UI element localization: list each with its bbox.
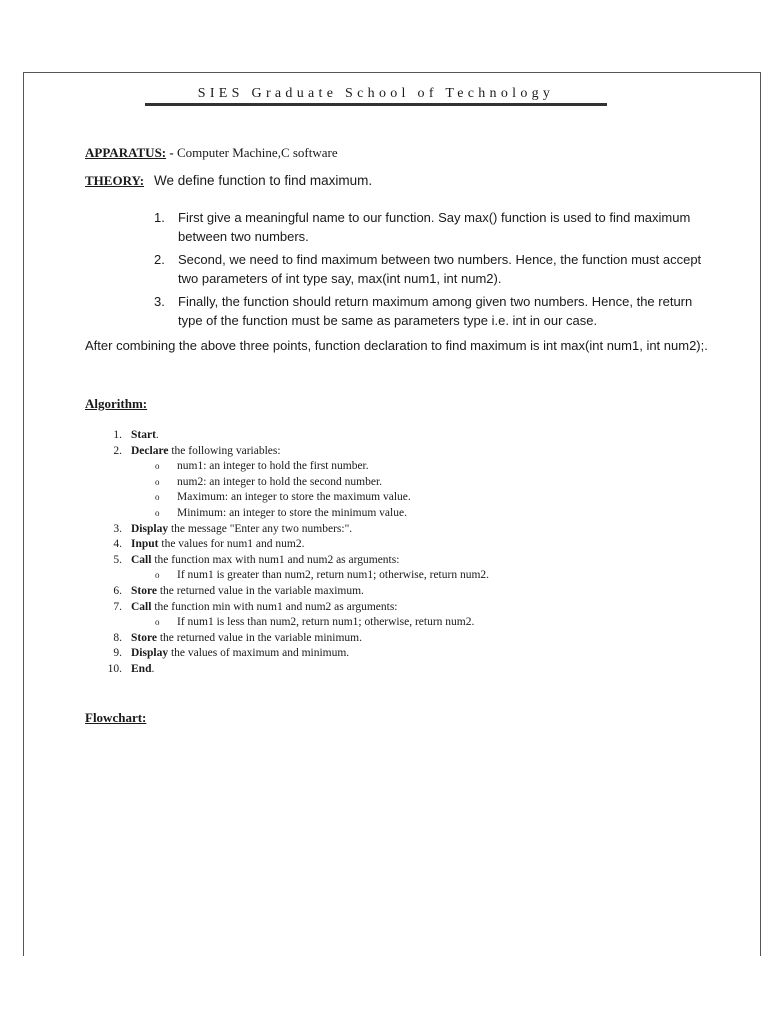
step-text: the following variables:	[168, 444, 281, 457]
theory-item	[150, 250, 720, 288]
step-text: .	[155, 429, 159, 441]
header-divider	[145, 103, 607, 106]
algorithm-step	[100, 646, 660, 662]
step-keyword: Call	[131, 600, 152, 613]
theory-item-number: 2.	[154, 252, 165, 267]
sub-item	[131, 615, 660, 631]
sub-item	[131, 490, 660, 506]
sub-item	[131, 475, 660, 491]
sub-item-text: num2: an integer to hold the second number.	[177, 475, 383, 488]
algorithm-step	[100, 553, 660, 584]
theory-item-text: Finally, the function should return maximum among given two numbers. Hence, the return type of the function must be same as parameters type i.e. int in our case.	[178, 294, 693, 328]
step-number: 8.	[113, 631, 122, 644]
step-text: the message "Enter any two numbers:".	[168, 522, 353, 535]
algorithm-step	[100, 631, 660, 647]
bullet-icon: o	[155, 507, 160, 518]
step-keyword: Display	[131, 647, 169, 660]
algorithm-step	[100, 428, 660, 444]
step-keyword: Store	[131, 631, 157, 644]
algorithm-step	[100, 444, 660, 522]
sub-item-text: Maximum: an integer to store the maximum value.	[177, 491, 411, 504]
theory-item	[150, 208, 720, 246]
step-keyword: Display	[131, 522, 169, 535]
institution-header: SIES Graduate School of Technology	[197, 86, 555, 101]
sub-item-text: If num1 is less than num2, return num1; otherwise, return num2.	[177, 616, 475, 629]
step-keyword: Call	[131, 553, 152, 566]
algorithm-step	[100, 662, 660, 678]
step-keyword: End	[131, 662, 152, 675]
step-text: the returned value in the variable maximum.	[156, 584, 364, 597]
step-number: 6.	[113, 584, 122, 597]
sub-item	[131, 459, 660, 475]
theory-item-number: 3.	[154, 294, 165, 309]
theory-label: THEORY:	[85, 173, 145, 188]
step-number: 7.	[113, 600, 122, 613]
step-keyword: Input	[131, 538, 159, 551]
theory-item	[150, 292, 720, 330]
step-text: the values for num1 and num2.	[158, 538, 305, 551]
step-keyword: Start	[131, 429, 156, 441]
step-sublist	[131, 568, 660, 584]
bullet-icon: o	[155, 617, 160, 628]
sub-item	[131, 506, 660, 522]
step-number: 9.	[113, 647, 122, 660]
algorithm-heading: Algorithm:	[85, 396, 148, 411]
algorithm-step	[100, 600, 660, 631]
step-number: 4.	[113, 538, 122, 551]
step-number: 5.	[113, 553, 122, 566]
algorithm-step	[100, 522, 660, 538]
sub-item-text: num1: an integer to hold the first number.	[177, 460, 369, 473]
apparatus-line	[85, 145, 338, 161]
algorithm-steps	[100, 428, 660, 678]
bullet-icon: o	[155, 461, 160, 472]
algorithm-step	[100, 584, 660, 600]
step-number: 10.	[107, 662, 122, 675]
sub-item-text: Minimum: an integer to store the minimum value.	[177, 506, 407, 519]
step-number: 1.	[113, 429, 122, 441]
declaration-paragraph: After combining the above three points, function declaration to find maximum is int max(int num1, int num2);.	[85, 338, 708, 353]
step-text: the function min with num1 and num2 as arguments:	[151, 600, 398, 613]
step-number: 3.	[113, 522, 122, 535]
theory-list	[150, 208, 720, 334]
apparatus-dash: -	[166, 145, 177, 160]
flowchart-heading: Flowchart:	[85, 710, 147, 725]
step-text: the function max with num1 and num2 as arguments:	[151, 553, 400, 566]
bullet-icon: o	[155, 570, 160, 581]
step-text: the returned value in the variable minimum.	[156, 631, 363, 644]
step-keyword: Declare	[131, 444, 169, 457]
theory-item-number: 1.	[154, 210, 165, 225]
step-keyword: Store	[131, 584, 157, 597]
step-number: 2.	[113, 444, 122, 457]
theory-item-text: Second, we need to find maximum between two numbers. Hence, the function must accept two parameters of int type say, max(int num1, int num2).	[178, 252, 702, 286]
apparatus-text: Computer Machine,C software	[176, 145, 338, 160]
apparatus-label: APPARATUS:	[85, 145, 167, 160]
step-sublist	[131, 459, 660, 521]
step-text: the values of maximum and minimum.	[168, 647, 350, 660]
sub-item	[131, 568, 660, 584]
bullet-icon: o	[155, 476, 160, 487]
theory-text: We define function to find maximum.	[154, 173, 373, 188]
sub-item-text: If num1 is greater than num2, return num1; otherwise, return num2.	[177, 569, 490, 582]
step-sublist	[131, 615, 660, 631]
theory-line	[85, 172, 372, 190]
algorithm-step	[100, 537, 660, 553]
theory-item-text: First give a meaningful name to our function. Say max() function is used to find maximum between two numbers.	[178, 210, 691, 244]
bullet-icon: o	[155, 492, 160, 503]
step-text: .	[151, 662, 155, 675]
